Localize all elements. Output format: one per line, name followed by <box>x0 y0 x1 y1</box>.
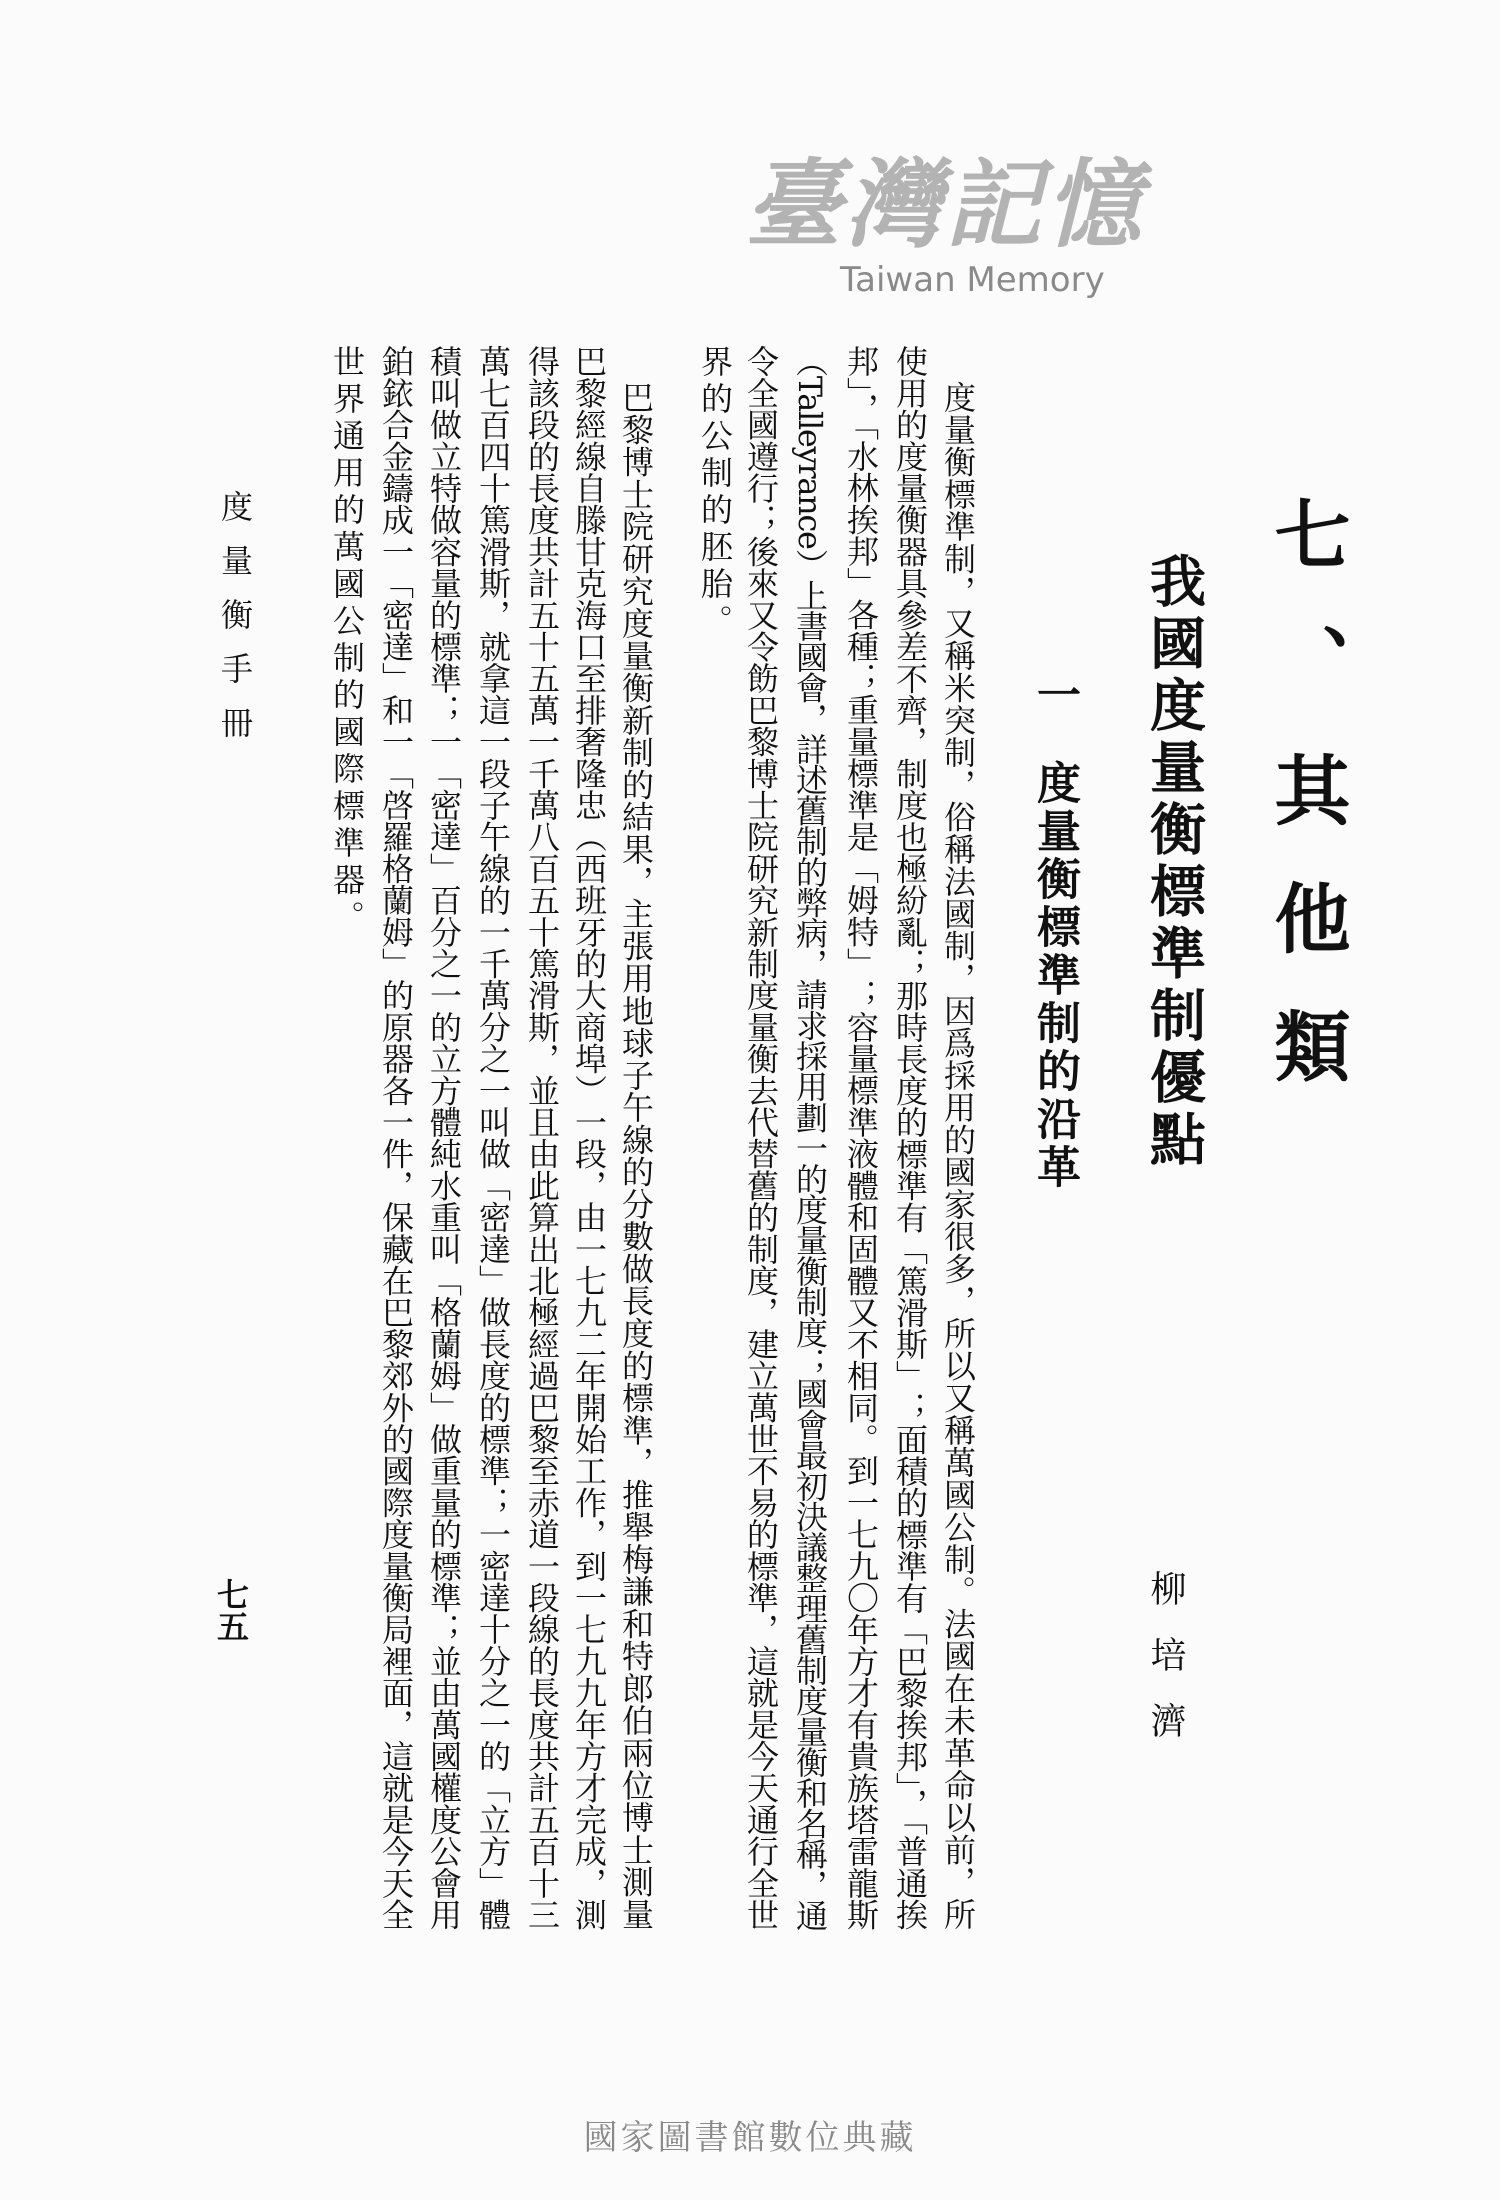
paragraph-2-column: 積叫做立特做容量的標準；一「密達」百分之一的立方體純水重叫「格蘭姆」做重量的標準；並由萬國權度公會用 <box>425 345 463 1931</box>
paragraph-2-column: 世界通用的萬國公制的國際標準器。 <box>328 345 366 937</box>
watermark-english: Taiwan Memory <box>840 260 1105 300</box>
paragraph-1-column: 界的公制的胚胎。 <box>696 345 734 641</box>
paragraph-2-column: 巴黎經線自滕甘克海口至排奢隆忠（西班牙的大商埠）一段，由一七九二年開始工作，到一七九九年方才完成，測 <box>570 345 608 1931</box>
archive-caption: 國家圖書館數位典藏 <box>583 2118 917 2158</box>
watermark-logo <box>745 150 1145 300</box>
book-title-footer: 度量衡手冊 <box>216 490 254 760</box>
author-name: 柳培濟 <box>1145 1570 1186 1768</box>
paragraph-1-column: 邦」，「水林挨邦」各種；重量標準是「姆特」；容量標準液體和固體又不相同。到一七九〇年方才有貴族塔雷龍斯 <box>842 345 880 1931</box>
paragraph-1-column: 使用的度量衡器具參差不齊，制度也極紛亂；那時長度的標準有「篤滑斯」；面積的標準有「巴黎挨邦」，「普通挨 <box>891 345 929 1931</box>
paragraph-1-column: 令全國遵行；後來又令飭巴黎博士院研究新制度量衡去代替舊的制度，建立萬世不易的標準，這就是今天通行全世 <box>742 345 780 1931</box>
subsection-title: 度量衡標準制的沿革 <box>1029 760 1080 1192</box>
page-number: 七五 <box>212 1578 250 1642</box>
paragraph-1-column: 度量衡標準制，又稱米突制，俗稱法國制，因爲採用的國家很多，所以又稱萬國公制。法國在未革命以前，所 <box>939 381 977 1930</box>
paragraph-2-column: 得該段的長度共計五十五萬一千萬八百五十篤滑斯，並且由此算出北極經過巴黎至赤道一段線的長度共計五百十三 <box>523 345 561 1931</box>
subsection-number: 一 <box>1029 672 1080 720</box>
paragraph-1-column: （Talleyrance）上書國會，詳述舊制的弊病，請求採用劃一的度量衡制度；國會最初決議整理舊制度量衡和名稱，通 <box>791 345 829 1931</box>
section-title: 我國度量衡標準制優點 <box>1141 552 1207 1172</box>
watermark-chinese: 臺灣記憶 <box>745 148 1145 261</box>
paragraph-2-column: 巴黎博士院研究度量衡新制的結果，主張用地球子午線的分數做長度的標準，推舉梅謙和特郎伯兩位博士測量 <box>617 381 655 1930</box>
paragraph-2-column: 鉑銥合金鑄成一「密達」和一「啓羅格蘭姆」的原器各一件，保藏在巴黎郊外的國際度量衡局裡面，這就是今天全 <box>377 345 415 1931</box>
subsection-heading <box>1022 672 1086 1192</box>
chapter-title: 七、其他類 <box>1262 495 1351 1135</box>
paragraph-2-column: 萬七百四十篤滑斯，就拿這一段子午線的一千萬分之一叫做「密達」做長度的標準；一密達十分之一的「立方」體 <box>474 345 512 1931</box>
